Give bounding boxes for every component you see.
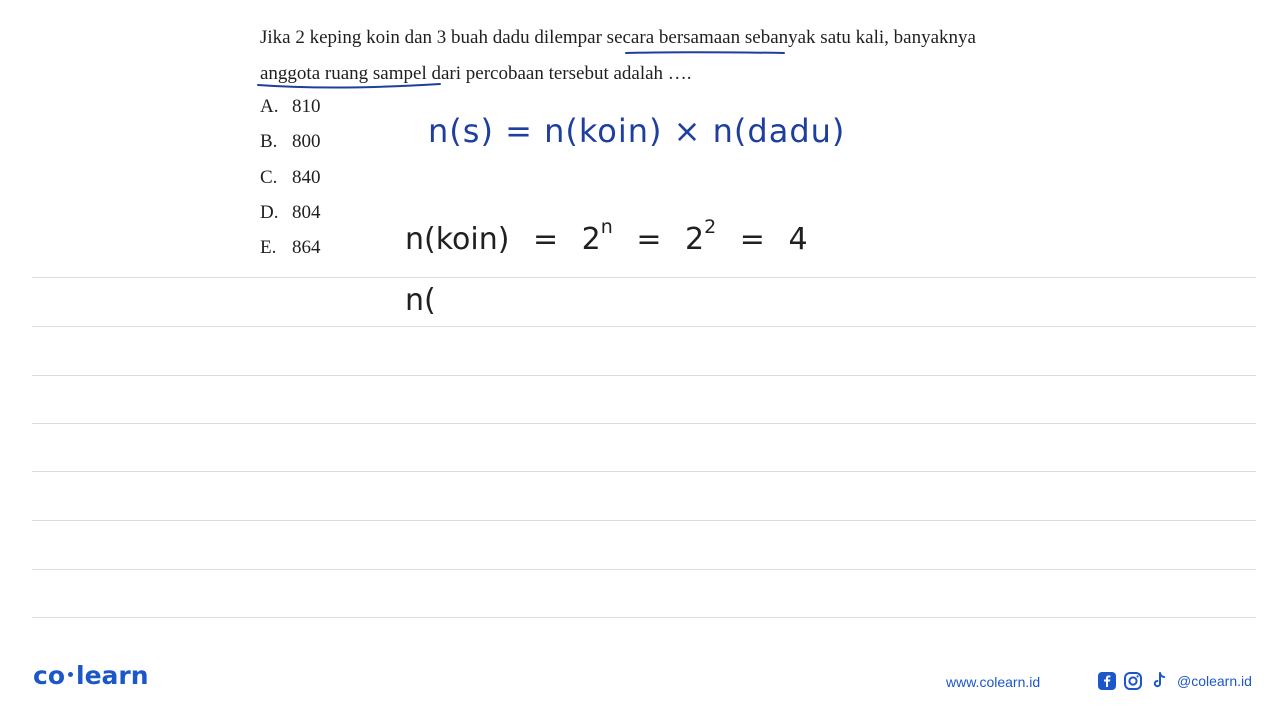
option-a[interactable] [260,96,321,118]
logo-text-co: co [33,661,65,690]
option-b[interactable] [260,131,321,153]
hw-exponent: 2 [704,216,717,238]
website-link[interactable]: www.colearn.id [946,674,1041,690]
facebook-icon[interactable] [1097,671,1117,691]
handwritten-dice-start: n( [405,283,436,318]
option-value: 810 [292,96,321,117]
option-letter: B. [260,131,278,152]
option-value: 864 [292,237,321,258]
hw-equals: = [532,222,559,257]
ruled-line [32,520,1256,521]
hw-equals: = [739,222,765,257]
handwritten-formula-sample-space: n(s) = n(koin) × n(dadu) [428,112,846,150]
ruled-line [32,326,1256,327]
option-c[interactable] [260,167,321,189]
hw-base: 2 [581,222,601,257]
instagram-icon[interactable] [1123,671,1143,691]
logo-text-learn: learn [76,661,149,690]
option-e[interactable] [260,237,321,259]
option-letter: E. [260,237,277,258]
ruled-line [32,617,1256,618]
option-letter: D. [260,202,279,223]
question-text-line-2: anggota ruang sampel dari percobaan tersebut adalah …. [260,63,692,84]
social-handle[interactable]: @colearn.id [1177,673,1252,689]
hw-result: 4 [788,222,808,257]
handwritten-coin-calculation [405,216,808,257]
option-letter: C. [260,167,278,188]
ruled-line [32,375,1256,376]
tiktok-icon[interactable] [1149,671,1169,691]
underline-secara-bersamaan [626,52,784,53]
logo-dot [68,672,73,677]
colearn-logo[interactable] [33,661,149,690]
option-value: 800 [292,131,321,152]
ruled-line [32,423,1256,424]
hw-equals: = [636,222,662,257]
hw-exponent: n [600,216,613,238]
option-d[interactable] [260,202,321,224]
hw-base: 2 [685,222,705,257]
question-text-line-1: Jika 2 keping koin dan 3 buah dadu dilempar secara bersamaan sebanyak satu kali, banyaknya [260,27,976,48]
option-value: 840 [292,167,321,188]
option-value: 804 [292,202,321,223]
ruled-line [32,569,1256,570]
ruled-line [32,471,1256,472]
hw-lhs: n(koin) [405,222,510,257]
option-letter: A. [260,96,279,117]
social-links [1097,670,1252,692]
ruled-line [32,277,1256,278]
